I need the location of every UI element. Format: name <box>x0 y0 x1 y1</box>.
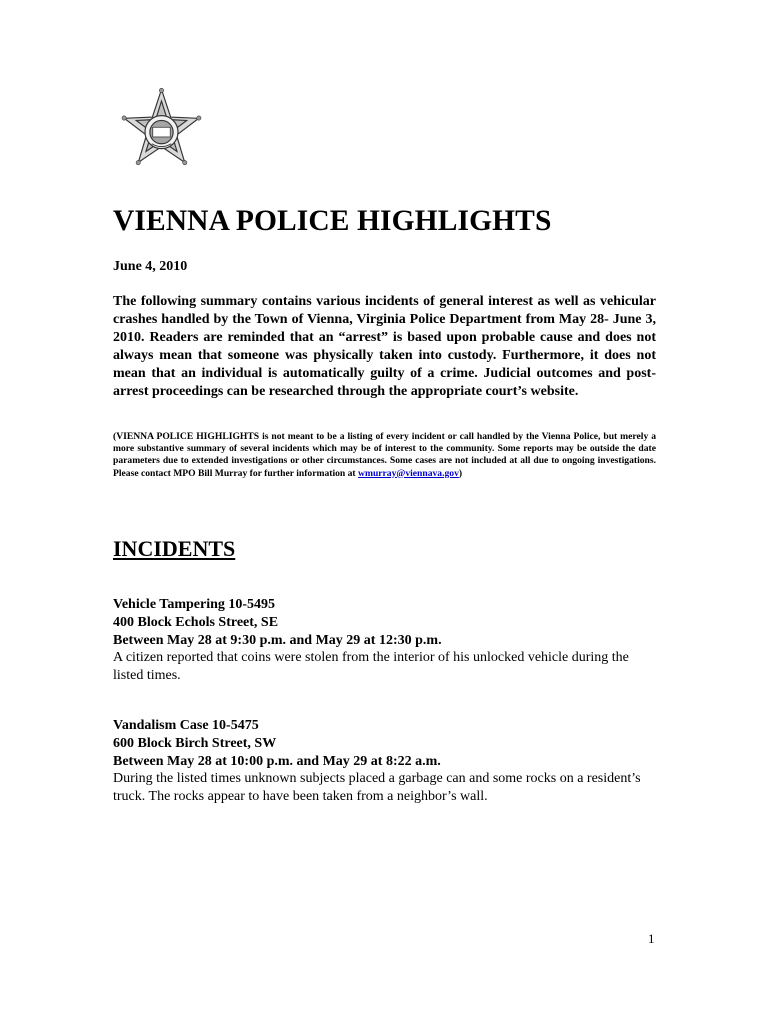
incident-item <box>113 717 658 806</box>
page-number: 1 <box>648 931 655 946</box>
disclaimer-close: ) <box>458 467 463 479</box>
incident-description: During the listed times unknown subjects placed a garbage can and some rocks on a resident’s truck. The rocks appear to have been taken from a neighbor’s wall. <box>113 771 641 805</box>
incident-time: Between May 28 at 10:00 p.m. and May 29 at 8:22 a.m. <box>113 753 441 769</box>
incident-time: Between May 28 at 9:30 p.m. and May 29 at 12:30 p.m. <box>113 632 442 648</box>
incident-title: Vehicle Tampering 10-5495 <box>113 597 276 612</box>
incident-description: A citizen reported that coins were stolen from the interior of his unlocked vehicle during the listed times. <box>113 650 629 684</box>
incident-location: 600 Block Birch Street, SW <box>113 735 277 751</box>
police-badge-logo <box>113 86 210 186</box>
disclaimer-note <box>113 431 656 480</box>
contact-email-link[interactable]: wmurray@viennava.gov <box>358 467 459 479</box>
incident-item <box>113 596 658 685</box>
incident-location: 400 Block Echols Street, SE <box>113 614 279 630</box>
summary-paragraph: The following summary contains various incidents of general interest as well as vehicular crashes handled by the Town of Vienna, Virginia Police Department from May 28- June 3, 2010. Readers are reminded that an “arrest” is based upon probable cause and does not always mean that someone was physically taken into custody. Furthermore, it does not mean that an individual is automatically guilty of a crime. Judicial outcomes and post- arrest proceedings can be researched through the appropriate court’s website. <box>113 294 656 400</box>
incident-title: Vandalism Case 10-5475 <box>113 718 259 733</box>
report-date: June 4, 2010 <box>113 259 188 274</box>
incidents-heading: INCIDENTS <box>113 536 236 561</box>
disclaimer-text: (VIENNA POLICE HIGHLIGHTS is not meant to be a listing of every incident or call handled by the Vienna Police, but merely a more substantive summary of several incidents which may be of interest to the community. Some reports may be outside the date parameters due to extended investigations or other circumstances. Some cases are not included at all due to ongoing investigations. Please contact MPO Bill Murray for further information at <box>113 431 656 479</box>
page-title: VIENNA POLICE HIGHLIGHTS <box>113 205 552 237</box>
